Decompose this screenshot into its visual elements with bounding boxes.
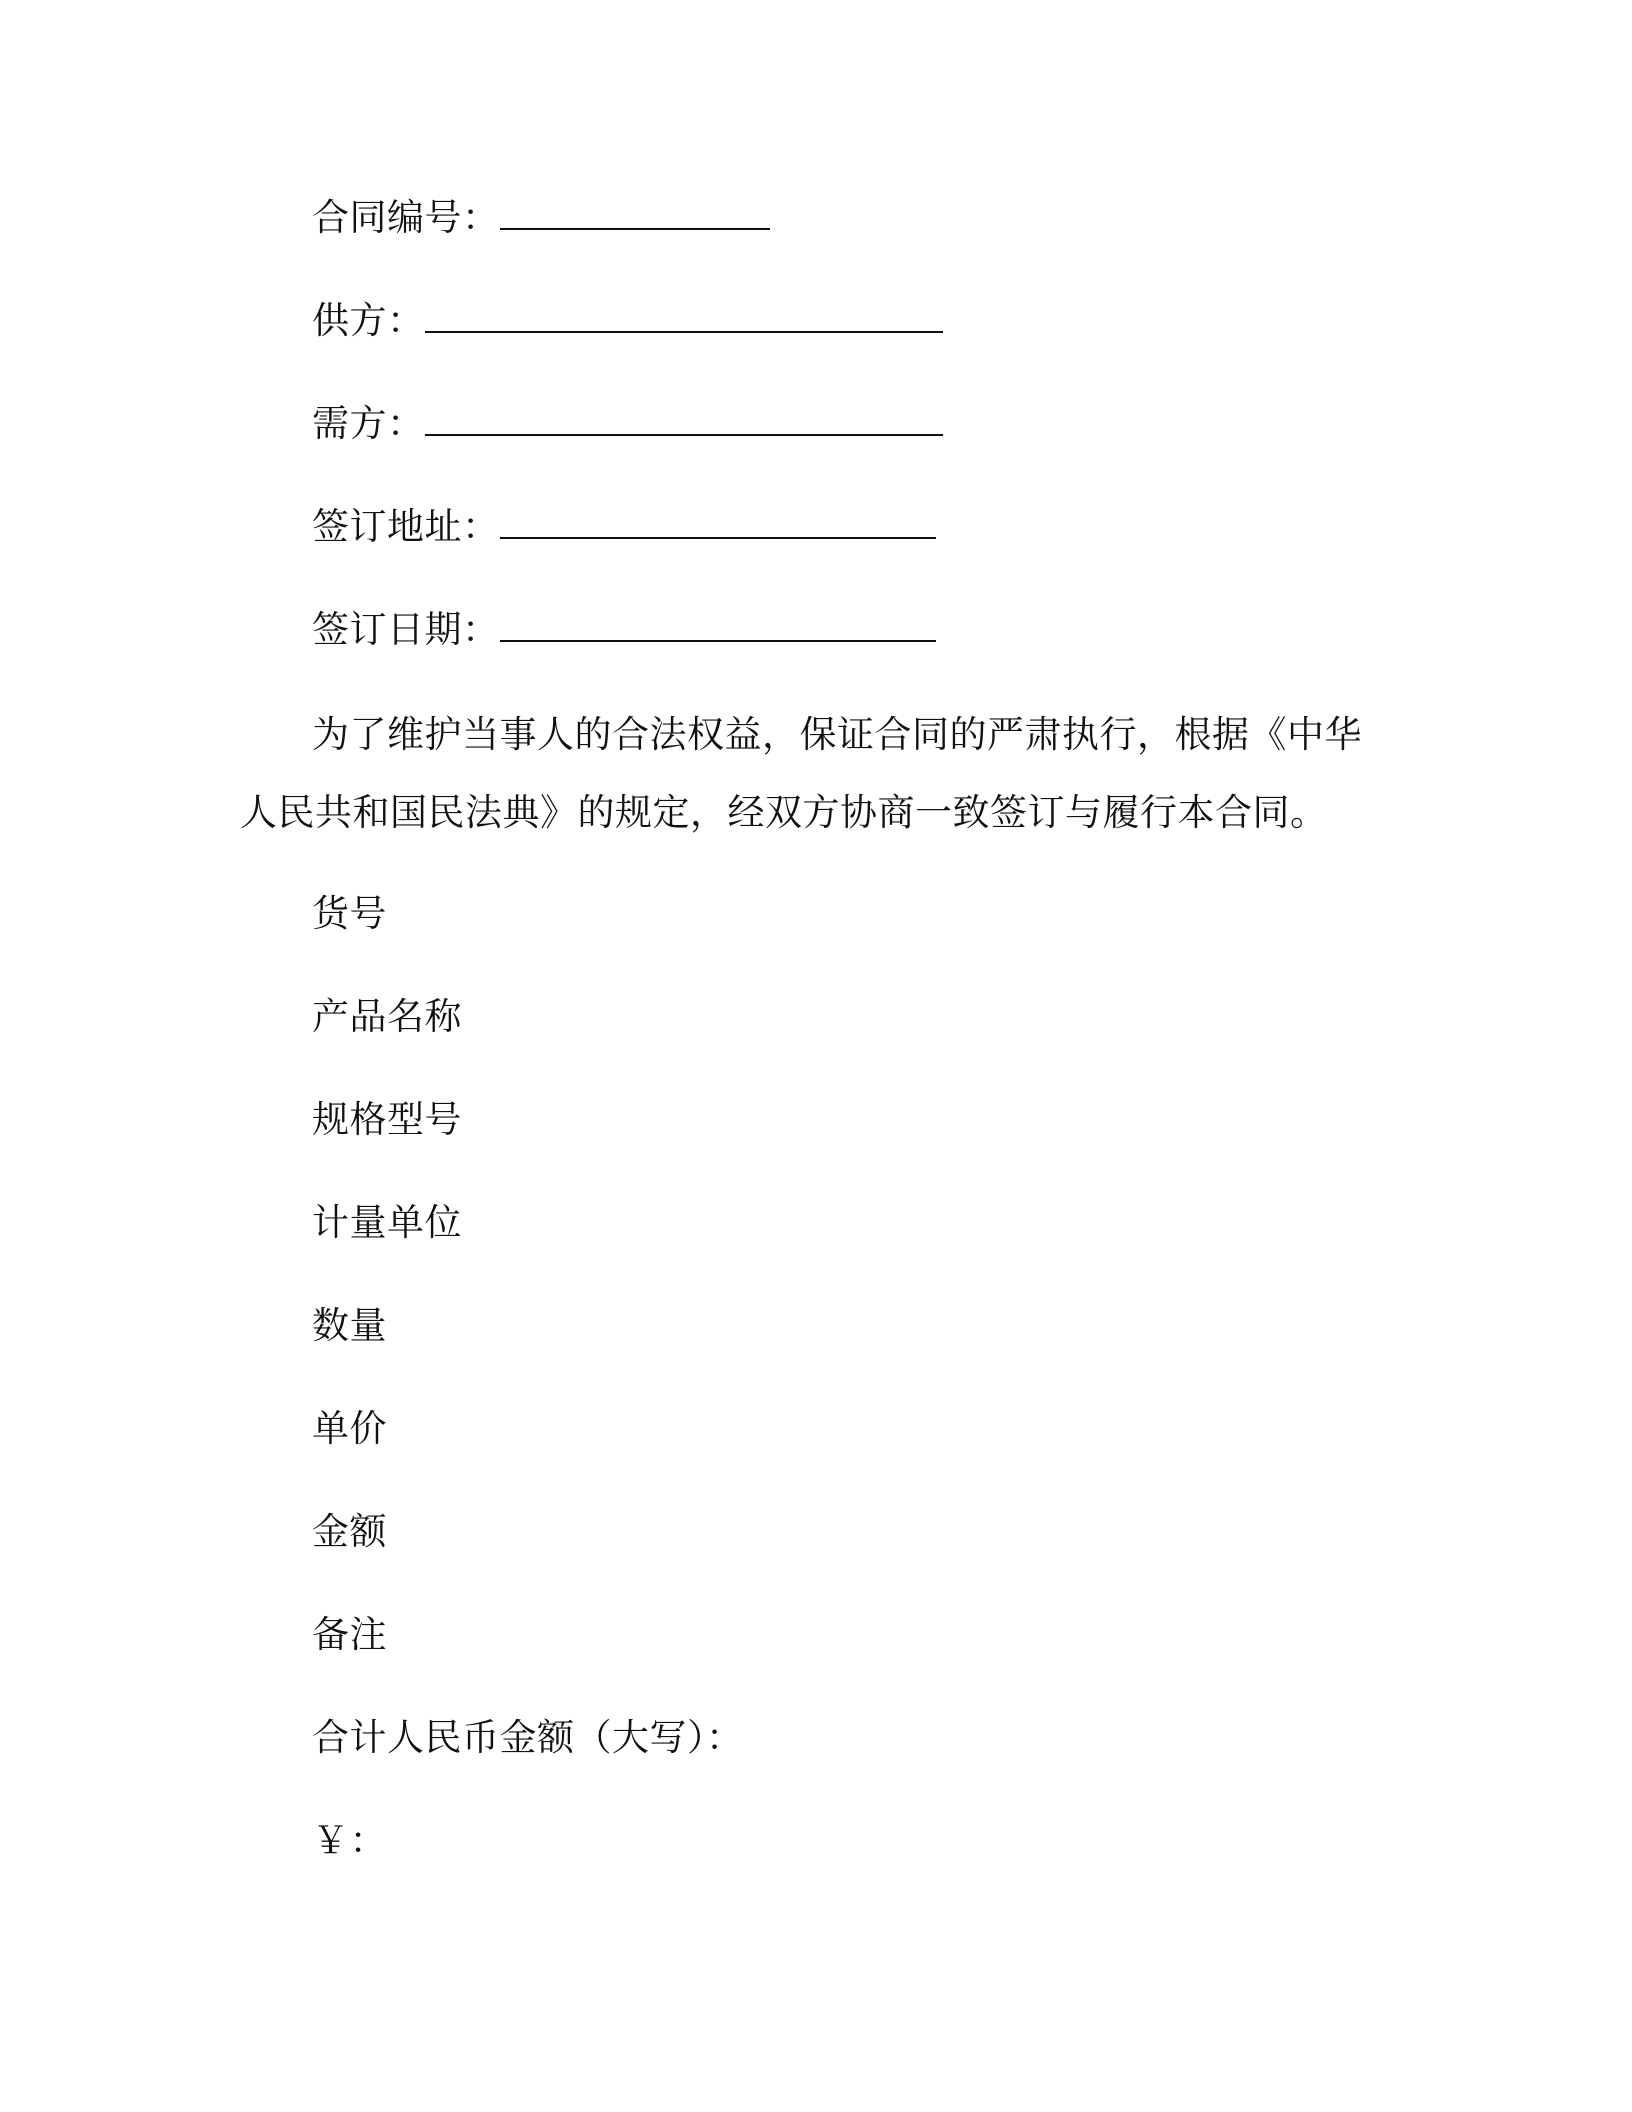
buyer-field bbox=[312, 399, 943, 449]
contract-number-label: 合同编号： bbox=[312, 196, 500, 239]
item-remarks: 备注 bbox=[312, 1613, 387, 1656]
buyer-blank[interactable] bbox=[425, 404, 943, 436]
contract-number-blank[interactable] bbox=[500, 198, 770, 230]
item-unit: 计量单位 bbox=[312, 1201, 462, 1244]
item-goods-number: 货号 bbox=[312, 892, 387, 935]
signing-address-label: 签订地址： bbox=[312, 505, 500, 548]
signing-address-blank[interactable] bbox=[500, 507, 936, 539]
intro-paragraph bbox=[240, 696, 1380, 852]
intro-text: 为了维护当事人的合法权益，保证合同的严肃执行，根据《中华人民共和国民法典》的规定，经双方协商一致签订与履行本合同。 bbox=[240, 713, 1362, 834]
supplier-field bbox=[312, 296, 943, 346]
item-specification: 规格型号 bbox=[312, 1098, 462, 1141]
signing-address-field bbox=[312, 502, 936, 552]
signing-date-blank[interactable] bbox=[500, 610, 936, 642]
supplier-blank[interactable] bbox=[425, 301, 943, 333]
item-amount: 金额 bbox=[312, 1510, 387, 1553]
contract-number-field bbox=[312, 193, 770, 243]
item-unit-price: 单价 bbox=[312, 1407, 387, 1450]
item-quantity: 数量 bbox=[312, 1304, 387, 1347]
item-product-name: 产品名称 bbox=[312, 995, 462, 1038]
signing-date-field bbox=[312, 605, 936, 655]
buyer-label: 需方： bbox=[312, 402, 425, 445]
total-amount-uppercase: 合计人民币金额（大写）： bbox=[312, 1716, 744, 1759]
supplier-label: 供方： bbox=[312, 299, 425, 342]
total-amount-yuan: ￥： bbox=[312, 1819, 387, 1862]
signing-date-label: 签订日期： bbox=[312, 608, 500, 651]
